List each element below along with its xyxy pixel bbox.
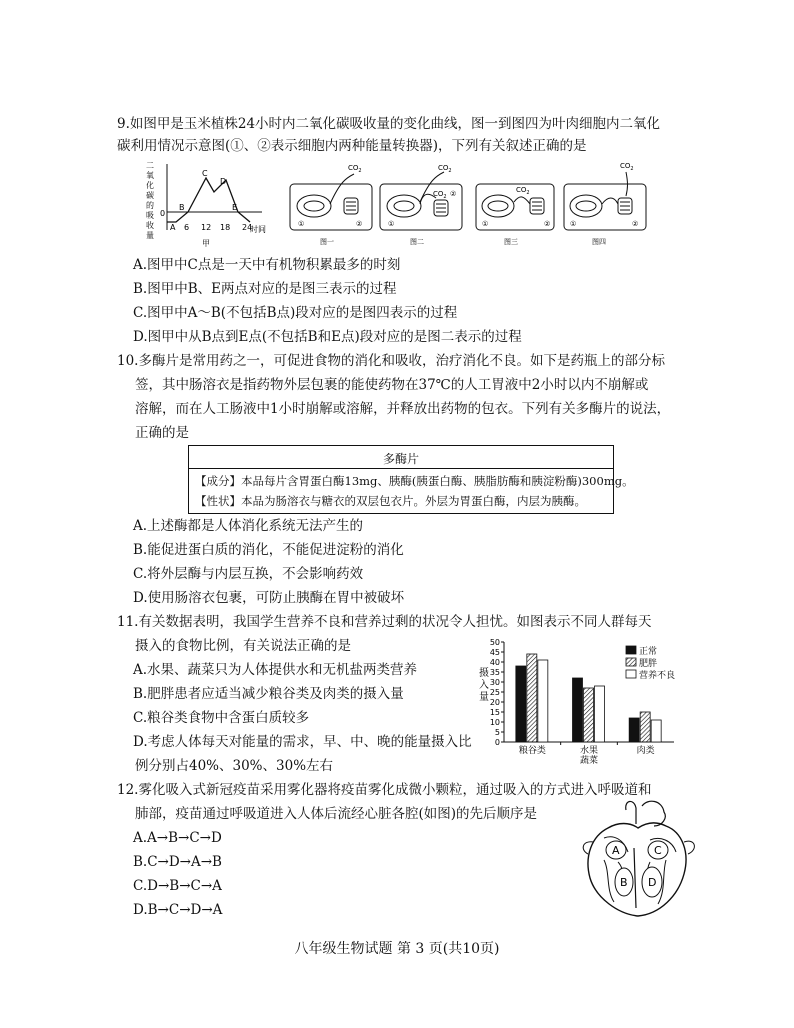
ylabel-char: 收 bbox=[146, 221, 154, 230]
chloroplast-icon bbox=[570, 195, 602, 217]
x-category-label: 肉类 bbox=[636, 746, 655, 756]
q12-option-a[interactable]: A.A→B→C→D bbox=[133, 830, 222, 846]
q10-option-b[interactable]: B.能促进蛋白质的消化，不能促进淀粉的消化 bbox=[133, 542, 404, 558]
q10-stem-line4: 正确的是 bbox=[135, 425, 189, 441]
bar-营养不良 bbox=[538, 660, 548, 742]
septum bbox=[634, 848, 636, 908]
legend-swatch bbox=[626, 658, 636, 666]
bar-肥胖 bbox=[584, 688, 594, 742]
q9-option-d[interactable]: D.图甲中从B点到E点(不包括B和E点)段对应的是图二表示的过程 bbox=[133, 329, 522, 345]
panel-1 bbox=[290, 164, 372, 246]
y-tick-label: 20 bbox=[489, 698, 500, 707]
q10-stem-line3: 溶解，而在人工肠液中1小时崩解或溶解，并释放出药物的包衣。下列有关多酶片的说法， bbox=[135, 401, 671, 417]
q11-bar-chart bbox=[478, 634, 694, 770]
svg-text:CO2: $CO_2$ bbox=[433, 190, 447, 200]
co2-curve bbox=[167, 178, 250, 222]
legend-label: 肥胖 bbox=[639, 659, 658, 669]
q9-stem-line1: 9.如图甲是玉米植株24小时内二氧化碳吸收量的变化曲线，图一到图四为叶肉细胞内二氧化 bbox=[117, 116, 661, 132]
origin-label: 0 bbox=[160, 209, 166, 218]
y-axis-label-char: 摄 bbox=[479, 668, 489, 679]
q9-graph-ylabel bbox=[146, 161, 154, 240]
drug-label-ingredients: 【成分】本品每片含胃蛋白酶13mg、胰酶(胰蛋白酶、胰脂肪酶和胰淀粉酶)300mg。 bbox=[195, 474, 634, 488]
panel-2-caption: 图二 bbox=[410, 238, 424, 246]
svg-text:①: ① bbox=[482, 220, 489, 228]
q9-stem-line2: 碳利用情况示意图(①、②表示细胞内两种能量转换器)，下列有关叙述正确的是 bbox=[117, 138, 587, 154]
y-tick-label: 5 bbox=[494, 728, 500, 737]
q12-stem-line1: 12.雾化吸入式新冠疫苗采用雾化器将疫苗雾化成微小颗粒，通过吸入的方式进入呼吸道和 bbox=[117, 782, 652, 798]
q12-option-c[interactable]: C.D→B→C→A bbox=[133, 878, 222, 894]
q11-option-b[interactable]: B.肥胖患者应适当减少粮谷类及肉类的摄入量 bbox=[133, 686, 404, 702]
svg-text:①: ① bbox=[570, 220, 577, 228]
drug-label-divider bbox=[189, 468, 613, 469]
q10-stem-line2: 签，其中肠溶衣是指药物外层包裹的能使药物在37℃的人工胃液中2小时以内不崩解或 bbox=[135, 377, 649, 393]
page-footer: 八年级生物试题 第 3 页(共10页) bbox=[294, 941, 500, 957]
legend-label: 营养不良 bbox=[639, 671, 676, 681]
svg-text:CO2: $CO_2$ bbox=[438, 164, 452, 174]
q11-stem-line2: 摄入的食物比例，有关说法正确的是 bbox=[135, 638, 351, 654]
y-tick-label: 25 bbox=[489, 688, 500, 697]
chloroplast-icon bbox=[482, 195, 514, 217]
legend-label: 正常 bbox=[639, 647, 658, 657]
q11-option-d[interactable]: D.考虑人体每天对能量的需求，早、中、晚的能量摄入比 bbox=[133, 734, 472, 750]
q9-option-b[interactable]: B.图甲中B、E两点对应的是图三表示的过程 bbox=[133, 281, 397, 297]
bar-正常 bbox=[573, 678, 583, 742]
q9-option-c[interactable]: C.图甲中A～B(不包括B点)段对应的是图四表示的过程 bbox=[133, 305, 458, 321]
q10-stem-line1: 10.多酶片是常用药之一，可促进食物的消化和吸收，治疗消化不良。如下是药瓶上的部分标 bbox=[117, 353, 665, 369]
heart-diagram bbox=[578, 798, 700, 920]
panel-3 bbox=[476, 184, 554, 246]
q12-stem-line2: 肺部，疫苗通过呼吸道进入人体后流经心脏各腔(如图)的先后顺序是 bbox=[135, 806, 538, 822]
x-category-label: 粮谷类 bbox=[518, 746, 546, 756]
legend-swatch bbox=[626, 670, 636, 678]
svg-text:CO2: $CO_2$ bbox=[620, 162, 634, 172]
svg-text:②: ② bbox=[450, 190, 457, 198]
drug-label-box bbox=[188, 445, 634, 514]
svg-text:②: ② bbox=[632, 220, 639, 228]
tick-6: 6 bbox=[184, 223, 190, 232]
legend-swatch bbox=[626, 646, 636, 654]
panel-2 bbox=[380, 164, 462, 246]
chloroplast-icon bbox=[297, 195, 331, 217]
point-e-label: E bbox=[232, 203, 238, 212]
ylabel-char: 化 bbox=[146, 181, 154, 190]
y-axis-label-char: 入 bbox=[479, 680, 489, 691]
tick-12: 12 bbox=[201, 223, 212, 232]
x-category-label: 水果 bbox=[579, 746, 599, 756]
drug-label-title: 多酶片 bbox=[382, 452, 419, 466]
point-b-label: B bbox=[179, 203, 185, 212]
ylabel-char: 二 bbox=[146, 161, 154, 170]
bar-肥胖 bbox=[640, 712, 650, 742]
q11-option-c[interactable]: C.粮谷类食物中含蛋白质较多 bbox=[133, 710, 310, 726]
y-tick-label: 15 bbox=[489, 708, 500, 717]
panel-4-caption: 图四 bbox=[592, 238, 606, 246]
ylabel-char: 量 bbox=[146, 231, 154, 240]
ylabel-char: 氧 bbox=[146, 171, 154, 180]
q10-option-a[interactable]: A.上述酶都是人体消化系统无法产生的 bbox=[133, 518, 364, 534]
panel-3-caption: 图三 bbox=[504, 238, 518, 246]
heart-chamber-d-label: D bbox=[648, 876, 657, 889]
bar-肥胖 bbox=[527, 654, 537, 742]
y-axis-label-char: 量 bbox=[479, 692, 489, 703]
q12-option-b[interactable]: B.C→D→A→B bbox=[133, 854, 222, 870]
y-tick-label: 35 bbox=[489, 668, 500, 677]
svg-text:CO2: $CO_2$ bbox=[348, 164, 362, 174]
svg-text:①: ① bbox=[298, 220, 305, 228]
svg-text:CO2: $CO_2$ bbox=[516, 186, 530, 196]
y-tick-label: 30 bbox=[489, 678, 500, 687]
bar-营养不良 bbox=[595, 686, 605, 742]
q9-cell-panels bbox=[286, 160, 666, 246]
tick-24: 24 bbox=[242, 223, 253, 232]
q11-option-a[interactable]: A.水果、蔬菜只为人体提供水和无机盐两类营养 bbox=[133, 662, 418, 678]
y-tick-label: 40 bbox=[489, 658, 500, 667]
tick-18: 18 bbox=[220, 223, 231, 232]
heart-outline bbox=[588, 823, 686, 916]
q12-option-d[interactable]: D.B→C→D→A bbox=[133, 902, 223, 918]
q9-option-a[interactable]: A.图甲中C点是一天中有机物积累最多的时刻 bbox=[133, 257, 401, 273]
bar-正常 bbox=[629, 718, 639, 742]
chloroplast-icon bbox=[387, 195, 421, 217]
heart-chamber-a-label: A bbox=[612, 844, 620, 857]
svg-text:②: ② bbox=[544, 220, 551, 228]
x-axis-label: 时间 bbox=[250, 225, 266, 234]
graph-caption: 甲 bbox=[202, 239, 210, 248]
q11-stem-line1: 11.有关数据表明，我国学生营养不良和营养过剩的状况令人担忧。如图表示不同人群每天 bbox=[117, 614, 652, 630]
ylabel-char: 吸 bbox=[146, 211, 154, 220]
panel-4 bbox=[564, 162, 646, 246]
ylabel-char: 的 bbox=[146, 201, 154, 210]
q9-graph-jia bbox=[140, 160, 280, 252]
svg-text:②: ② bbox=[356, 220, 363, 228]
y-tick-label: 50 bbox=[489, 638, 500, 647]
point-c-label: C bbox=[202, 169, 208, 178]
x-category-label: 蔬菜 bbox=[579, 756, 599, 766]
heart-chamber-c-label: C bbox=[654, 844, 662, 857]
bar-正常 bbox=[516, 666, 526, 742]
q10-option-d[interactable]: D.使用肠溶衣包裹，可防止胰酶在胃中被破坏 bbox=[133, 590, 405, 606]
point-d-label: D bbox=[220, 177, 227, 186]
heart-chamber-b-label: B bbox=[620, 876, 628, 889]
y-tick-label: 10 bbox=[489, 718, 500, 727]
drug-label-properties: 【性状】本品为肠溶衣与糖衣的双层包衣片。外层为胃蛋白酶，内层为胰酶。 bbox=[195, 494, 586, 508]
q11-option-d-continued: 例分别占40%、30%、30%左右 bbox=[135, 758, 334, 774]
aorta-icon bbox=[626, 801, 636, 824]
ylabel-char: 碳 bbox=[146, 191, 154, 200]
point-a-label: A bbox=[170, 223, 176, 232]
panel-1-caption: 图一 bbox=[320, 238, 334, 246]
y-tick-label: 0 bbox=[494, 738, 500, 747]
svg-text:①: ① bbox=[388, 220, 395, 228]
y-tick-label: 45 bbox=[489, 648, 500, 657]
bar-营养不良 bbox=[651, 720, 661, 742]
q10-option-c[interactable]: C.将外层酶与内层互换，不会影响药效 bbox=[133, 566, 364, 582]
